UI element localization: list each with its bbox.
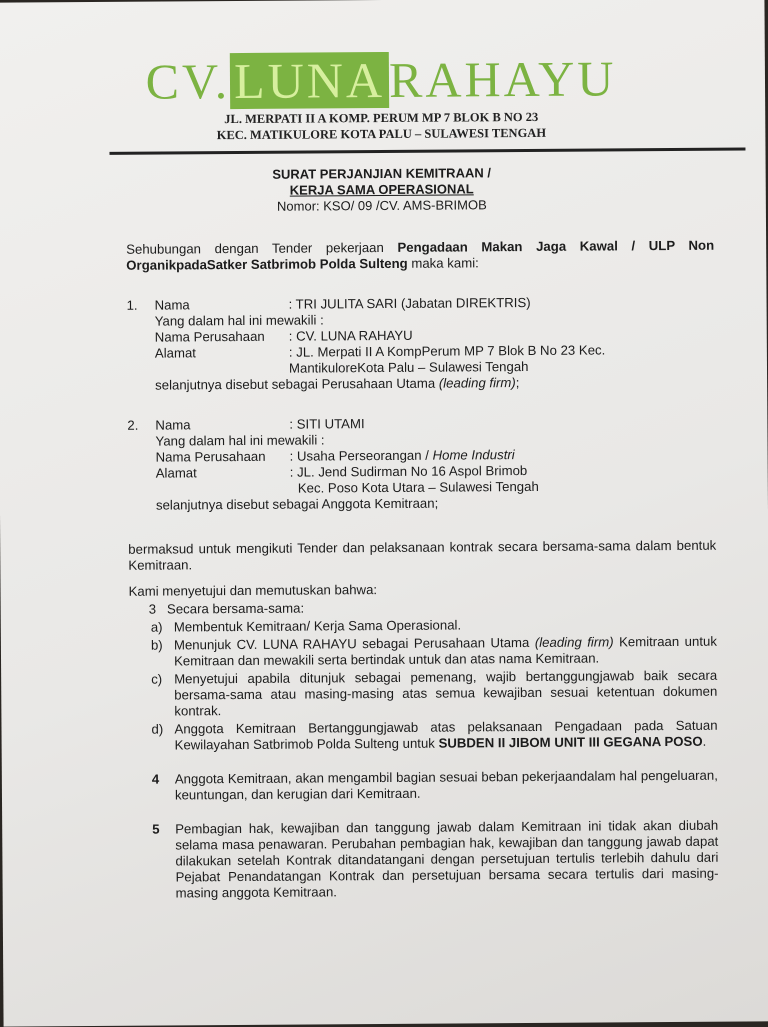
document-body bbox=[126, 238, 719, 902]
agreement-item: d) Anggota Kemitraan Bertanggungjawab atas pelaksanaan Pengadaan pada Satuan Kewilayahan Satbrimob Polda Sulteng untuk SUBDEN II JIBOM UNIT III GEGANA POSO. bbox=[151, 717, 718, 753]
company-logo-highlight: LUNA bbox=[230, 52, 389, 109]
document-number: Nomor: KSO/ 09 /CV. AMS-BRIMOB bbox=[276, 197, 487, 214]
company-logo: CV.LUNARAHAYU bbox=[145, 50, 617, 110]
party-number: 2. bbox=[127, 417, 139, 433]
agreement-item: a) Membentuk Kemitraan/ Kerja Sama Operasional. bbox=[150, 617, 462, 635]
party-1 bbox=[126, 294, 715, 394]
party-text: Yang dalam hal ini mewakili : bbox=[154, 312, 324, 329]
clause-3-title: 3 Secara bersama-sama: bbox=[148, 600, 305, 617]
clause-4: 4 Anggota Kemitraan, akan mengambil bagian sesuai beban pekerjaandalam hal pengeluaran, keuntungan, dan kerugian dari Kemitraan. bbox=[151, 767, 718, 803]
letterhead-divider bbox=[109, 147, 745, 154]
agreement-item: b) Menunjuk CV. LUNA RAHAYU sebagai Perusahaan Utama (leading firm) Kemitraan untuk Kemitraan dan mewakili serta bertindak untuk dan atas nama Kemitraan. bbox=[150, 633, 717, 669]
party-label: Nama bbox=[154, 297, 190, 313]
party-label: Alamat bbox=[155, 465, 197, 481]
party-role: selanjutnya disebut sebagai Anggota Kemitraan; bbox=[155, 495, 439, 513]
intro-paragraph: Sehubungan dengan Tender pekerjaan Pengadaan Makan Jaga Kawal / ULP Non OrganikpadaSatker Satbrimob Polda Sulteng maka kami: bbox=[126, 237, 715, 273]
party-label: Alamat bbox=[154, 345, 196, 361]
letterhead bbox=[0, 47, 765, 144]
title-line: KERJA SAMA OPERASIONAL bbox=[289, 181, 474, 198]
party-label: Nama Perusahaan bbox=[155, 448, 266, 465]
party-value: : JL. Jend Sudirman No 16 Aspol Brimob bbox=[289, 462, 528, 480]
party-value: : SITI UTAMI bbox=[289, 416, 365, 432]
party-2 bbox=[127, 414, 716, 514]
party-value: MantikuloreKota Palu – Sulawesi Tengah bbox=[288, 358, 529, 376]
party-value: : Usaha Perseorangan / Home Industri bbox=[289, 447, 515, 464]
party-text: Yang dalam hal ini mewakili : bbox=[155, 432, 325, 449]
company-address-line: KEC. MATIKULORE KOTA PALU – SULAWESI TENGAH bbox=[216, 125, 547, 143]
document-title bbox=[0, 163, 766, 216]
party-value: Kec. Poso Kota Utara – Sulawesi Tengah bbox=[297, 478, 539, 496]
party-value: : CV. LUNA RAHAYU bbox=[288, 327, 413, 344]
party-number: 1. bbox=[126, 297, 138, 313]
agreement-item: c) Menyetujui apabila ditunjuk sebagai pemenang, wajib bertanggungjawab baik secara bersama-sama atau masing-masing atas semua kewajiban sesuai ketentuan dokumen kontrak. bbox=[151, 667, 718, 719]
party-value: : TRI JULITA SARI (Jabatan DIREKTRIS) bbox=[288, 294, 531, 312]
title-line: SURAT PERJANJIAN KEMITRAAN / bbox=[272, 165, 491, 182]
company-address-line: JL. MERPATI II A KOMP. PERUM MP 7 BLOK B NO 23 bbox=[224, 109, 539, 127]
purpose-paragraph: bermaksud untuk mengikuti Tender dan pelaksanaan kontrak secara bersama-sama dalam bentuk Kemitraan. bbox=[128, 537, 717, 573]
party-value: : JL. Merpati II A KompPerum MP 7 Blok B No 23 Kec. bbox=[288, 342, 606, 360]
party-role: selanjutnya disebut sebagai Perusahaan Utama (leading firm); bbox=[155, 375, 520, 393]
party-label: Nama bbox=[155, 417, 191, 433]
clause-5: 5 Pembagian hak, kewajiban dan tanggung jawab dalam Kemitraan ini tidak akan diubah selama masa penawaran. Perubahan pembagian hak, kewajiban dan tanggung jawab dapat dilakukan setelah Kontrak ditandatangani dengan persetujuan tertulis terlebih dahulu dari Pejabat Penandatangan Kontrak dan persetujuan bersama secara tertulis dari masing-masing anggota Kemitraan. bbox=[152, 817, 719, 901]
agreement-intro: Kami menyetujui dan memutuskan bahwa: bbox=[128, 582, 378, 599]
party-label: Nama Perusahaan bbox=[154, 328, 265, 345]
